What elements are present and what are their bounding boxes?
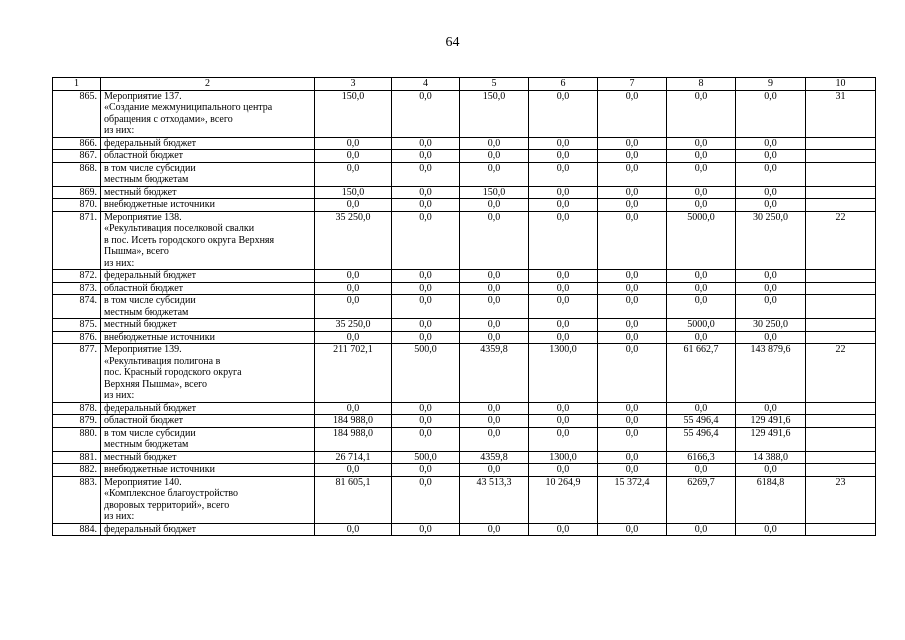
row-number: 883. [53, 476, 101, 523]
value-cell: 0,0 [392, 464, 460, 477]
header-cell: 9 [736, 78, 806, 91]
header-cell: 1 [53, 78, 101, 91]
value-cell: 0,0 [392, 270, 460, 283]
value-cell: 5000,0 [667, 211, 736, 270]
value-cell: 0,0 [392, 427, 460, 451]
value-cell: 0,0 [392, 137, 460, 150]
value-cell: 0,0 [598, 523, 667, 536]
value-cell: 500,0 [392, 451, 460, 464]
table-row [53, 150, 876, 163]
value-cell: 0,0 [736, 295, 806, 319]
target-ref [806, 270, 876, 283]
value-cell: 0,0 [667, 199, 736, 212]
value-cell: 150,0 [460, 186, 529, 199]
target-ref [806, 451, 876, 464]
value-cell: 0,0 [529, 464, 598, 477]
value-cell: 0,0 [315, 295, 392, 319]
value-cell: 6184,8 [736, 476, 806, 523]
value-cell: 150,0 [315, 186, 392, 199]
value-cell: 0,0 [736, 186, 806, 199]
value-cell: 0,0 [667, 402, 736, 415]
table-row [53, 427, 876, 451]
value-cell: 0,0 [392, 150, 460, 163]
table-row [53, 331, 876, 344]
value-cell: 0,0 [667, 464, 736, 477]
value-cell: 81 605,1 [315, 476, 392, 523]
value-cell: 0,0 [460, 137, 529, 150]
value-cell: 0,0 [598, 295, 667, 319]
value-cell: 4359,8 [460, 344, 529, 403]
value-cell: 0,0 [736, 199, 806, 212]
value-cell: 0,0 [736, 137, 806, 150]
value-cell: 0,0 [598, 415, 667, 428]
value-cell: 0,0 [736, 90, 806, 137]
row-name-line: внебюджетные источники [104, 199, 215, 210]
target-ref [806, 162, 876, 186]
value-cell: 0,0 [598, 162, 667, 186]
target-ref [806, 137, 876, 150]
value-cell: 0,0 [598, 451, 667, 464]
value-cell: 0,0 [529, 402, 598, 415]
value-cell: 150,0 [460, 90, 529, 137]
row-name [101, 464, 315, 477]
header-cell: 5 [460, 78, 529, 91]
target-ref [806, 150, 876, 163]
value-cell: 0,0 [460, 319, 529, 332]
value-cell: 30 250,0 [736, 319, 806, 332]
row-number: 872. [53, 270, 101, 283]
header-cell: 8 [667, 78, 736, 91]
row-number: 869. [53, 186, 101, 199]
table-row [53, 137, 876, 150]
row-name-line: из них: [104, 257, 135, 269]
row-name-line: из них: [104, 390, 135, 401]
row-name-line: «Рекультивация поселковой свалки [104, 223, 255, 234]
row-number: 879. [53, 415, 101, 428]
value-cell: 0,0 [667, 282, 736, 295]
table-row [53, 211, 876, 270]
row-name-line: внебюджетные источники [104, 331, 215, 343]
value-cell: 0,0 [667, 162, 736, 186]
target-ref: 23 [806, 476, 876, 523]
table-row [53, 476, 876, 523]
target-ref [806, 282, 876, 295]
table-row [53, 415, 876, 428]
target-ref [806, 402, 876, 415]
row-name-line: местным бюджетам [104, 439, 189, 450]
value-cell: 500,0 [392, 344, 460, 403]
value-cell: 0,0 [598, 211, 667, 270]
row-name-line: из них: [104, 511, 135, 522]
table-row [53, 344, 876, 403]
row-name-line: местным бюджетам [104, 174, 189, 185]
row-number: 877. [53, 344, 101, 403]
value-cell: 4359,8 [460, 451, 529, 464]
value-cell: 0,0 [392, 211, 460, 270]
row-number: 882. [53, 464, 101, 477]
table-row [53, 451, 876, 464]
value-cell: 0,0 [392, 476, 460, 523]
row-number: 884. [53, 523, 101, 536]
value-cell: 0,0 [598, 331, 667, 344]
value-cell: 0,0 [667, 150, 736, 163]
target-ref [806, 427, 876, 451]
value-cell: 0,0 [460, 282, 529, 295]
row-name-line: областной бюджет [104, 150, 184, 161]
header-cell: 7 [598, 78, 667, 91]
target-ref: 22 [806, 211, 876, 270]
row-name-line: Мероприятие 137. [104, 90, 182, 102]
value-cell: 0,0 [598, 150, 667, 163]
value-cell: 0,0 [529, 270, 598, 283]
value-cell: 0,0 [529, 319, 598, 332]
row-name [101, 476, 315, 523]
value-cell: 0,0 [392, 523, 460, 536]
value-cell: 26 714,1 [315, 451, 392, 464]
value-cell: 0,0 [392, 331, 460, 344]
table-row [53, 523, 876, 536]
header-cell: 3 [315, 78, 392, 91]
value-cell: 0,0 [598, 464, 667, 477]
value-cell: 0,0 [392, 282, 460, 295]
table-row [53, 199, 876, 212]
value-cell: 0,0 [315, 523, 392, 536]
value-cell: 0,0 [667, 90, 736, 137]
value-cell: 0,0 [460, 199, 529, 212]
value-cell: 0,0 [736, 282, 806, 295]
table-row [53, 295, 876, 319]
value-cell: 0,0 [315, 464, 392, 477]
value-cell: 0,0 [392, 402, 460, 415]
value-cell: 0,0 [315, 150, 392, 163]
value-cell: 0,0 [598, 137, 667, 150]
value-cell: 0,0 [392, 295, 460, 319]
value-cell: 0,0 [667, 295, 736, 319]
value-cell: 0,0 [529, 90, 598, 137]
row-number: 867. [53, 150, 101, 163]
value-cell: 0,0 [667, 186, 736, 199]
table-row [53, 186, 876, 199]
value-cell: 0,0 [529, 137, 598, 150]
row-name [101, 90, 315, 137]
value-cell: 0,0 [460, 295, 529, 319]
value-cell: 0,0 [736, 464, 806, 477]
header-cell: 2 [101, 78, 315, 91]
value-cell: 5000,0 [667, 319, 736, 332]
row-name-line: местный бюджет [104, 319, 177, 330]
value-cell: 0,0 [736, 523, 806, 536]
value-cell: 0,0 [736, 331, 806, 344]
value-cell: 55 496,4 [667, 427, 736, 451]
row-name-line: Мероприятие 138. [104, 211, 182, 223]
row-name [101, 162, 315, 186]
row-name-line: Мероприятие 140. [104, 476, 182, 488]
value-cell: 0,0 [529, 295, 598, 319]
value-cell: 43 513,3 [460, 476, 529, 523]
value-cell: 0,0 [460, 150, 529, 163]
value-cell: 0,0 [667, 523, 736, 536]
header-cell: 6 [529, 78, 598, 91]
value-cell: 0,0 [529, 150, 598, 163]
value-cell: 184 988,0 [315, 427, 392, 451]
value-cell: 0,0 [460, 427, 529, 451]
row-name [101, 211, 315, 270]
value-cell: 0,0 [392, 186, 460, 199]
row-name [101, 186, 315, 199]
row-name-line: из них: [104, 125, 135, 136]
value-cell: 0,0 [598, 282, 667, 295]
table-body [53, 78, 876, 536]
row-number: 865. [53, 90, 101, 137]
value-cell: 0,0 [736, 402, 806, 415]
row-number: 873. [53, 282, 101, 295]
row-name-line: федеральный бюджет [104, 270, 197, 281]
row-name [101, 137, 315, 150]
row-name [101, 344, 315, 403]
value-cell: 0,0 [529, 211, 598, 270]
row-name [101, 402, 315, 415]
value-cell: 0,0 [460, 331, 529, 344]
value-cell: 0,0 [315, 270, 392, 283]
target-ref [806, 523, 876, 536]
header-cell: 4 [392, 78, 460, 91]
row-name-line: областной бюджет [104, 282, 184, 294]
row-name-line: дворовых территорий», всего [104, 499, 230, 511]
row-number: 880. [53, 427, 101, 451]
row-name-line: в пос. Исеть городского округа Верхняя [104, 234, 275, 246]
row-name [101, 451, 315, 464]
value-cell: 0,0 [598, 427, 667, 451]
budget-table [52, 77, 876, 536]
row-name [101, 319, 315, 332]
row-name [101, 427, 315, 451]
value-cell: 15 372,4 [598, 476, 667, 523]
value-cell: 150,0 [315, 90, 392, 137]
value-cell: 1300,0 [529, 451, 598, 464]
value-cell: 0,0 [460, 270, 529, 283]
value-cell: 0,0 [598, 199, 667, 212]
value-cell: 0,0 [392, 90, 460, 137]
target-ref [806, 199, 876, 212]
row-name [101, 282, 315, 295]
value-cell: 14 388,0 [736, 451, 806, 464]
row-name [101, 270, 315, 283]
value-cell: 0,0 [315, 162, 392, 186]
value-cell: 0,0 [598, 402, 667, 415]
row-name-line: областной бюджет [104, 415, 184, 426]
table-row [53, 402, 876, 415]
value-cell: 6166,3 [667, 451, 736, 464]
value-cell: 0,0 [315, 137, 392, 150]
row-name-line: «Комплексное благоустройство [104, 488, 239, 499]
value-cell: 0,0 [315, 331, 392, 344]
row-number: 871. [53, 211, 101, 270]
row-name-line: внебюджетные источники [104, 464, 215, 475]
value-cell: 0,0 [529, 523, 598, 536]
row-name-line: Верхняя Пышма», всего [104, 378, 208, 390]
row-name-line: местным бюджетам [104, 306, 189, 318]
value-cell: 129 491,6 [736, 415, 806, 428]
row-name-line: Мероприятие 139. [104, 344, 182, 355]
value-cell: 0,0 [529, 199, 598, 212]
value-cell: 0,0 [460, 402, 529, 415]
row-name-line: Пышма», всего [104, 246, 169, 257]
target-ref: 22 [806, 344, 876, 403]
value-cell: 184 988,0 [315, 415, 392, 428]
value-cell: 0,0 [460, 211, 529, 270]
value-cell: 1300,0 [529, 344, 598, 403]
row-name-line: местный бюджет [104, 451, 177, 463]
target-ref [806, 415, 876, 428]
table-row [53, 270, 876, 283]
value-cell: 0,0 [529, 282, 598, 295]
row-number: 866. [53, 137, 101, 150]
value-cell: 0,0 [667, 331, 736, 344]
page-number: 64 [445, 35, 460, 50]
table-row [53, 319, 876, 332]
row-name [101, 199, 315, 212]
value-cell: 0,0 [598, 344, 667, 403]
table-header-row [53, 78, 876, 91]
value-cell: 0,0 [529, 162, 598, 186]
value-cell: 129 491,6 [736, 427, 806, 451]
value-cell: 0,0 [736, 270, 806, 283]
value-cell: 0,0 [392, 162, 460, 186]
value-cell: 0,0 [460, 415, 529, 428]
value-cell: 0,0 [598, 90, 667, 137]
row-name-line: федеральный бюджет [104, 137, 197, 149]
row-name-line: «Создание межмуниципального центра [104, 102, 273, 113]
value-cell: 143 879,6 [736, 344, 806, 403]
target-ref [806, 331, 876, 344]
row-name [101, 295, 315, 319]
value-cell: 61 662,7 [667, 344, 736, 403]
table-row [53, 464, 876, 477]
row-name [101, 415, 315, 428]
value-cell: 0,0 [392, 415, 460, 428]
value-cell: 0,0 [667, 137, 736, 150]
value-cell: 0,0 [460, 162, 529, 186]
value-cell: 0,0 [529, 415, 598, 428]
row-name-line: в том числе субсидии [104, 427, 196, 439]
target-ref [806, 464, 876, 477]
row-name-line: «Рекультивация полигона в [104, 355, 221, 367]
value-cell: 0,0 [667, 270, 736, 283]
value-cell: 0,0 [598, 186, 667, 199]
value-cell: 30 250,0 [736, 211, 806, 270]
row-number: 875. [53, 319, 101, 332]
value-cell: 35 250,0 [315, 211, 392, 270]
value-cell: 0,0 [529, 427, 598, 451]
value-cell: 0,0 [315, 282, 392, 295]
value-cell: 10 264,9 [529, 476, 598, 523]
value-cell: 0,0 [598, 319, 667, 332]
value-cell: 0,0 [529, 186, 598, 199]
value-cell: 211 702,1 [315, 344, 392, 403]
target-ref [806, 319, 876, 332]
row-number: 870. [53, 199, 101, 212]
row-number: 868. [53, 162, 101, 186]
row-name-line: местный бюджет [104, 186, 177, 198]
value-cell: 0,0 [460, 523, 529, 536]
value-cell: 6269,7 [667, 476, 736, 523]
row-number: 881. [53, 451, 101, 464]
row-name [101, 331, 315, 344]
target-ref: 31 [806, 90, 876, 137]
row-number: 874. [53, 295, 101, 319]
table-row [53, 162, 876, 186]
value-cell: 0,0 [392, 199, 460, 212]
row-number: 876. [53, 331, 101, 344]
value-cell: 0,0 [736, 162, 806, 186]
value-cell: 0,0 [598, 270, 667, 283]
value-cell: 0,0 [315, 199, 392, 212]
row-name-line: федеральный бюджет [104, 402, 197, 414]
value-cell: 0,0 [736, 150, 806, 163]
row-name [101, 523, 315, 536]
row-number: 878. [53, 402, 101, 415]
table-row [53, 282, 876, 295]
value-cell: 55 496,4 [667, 415, 736, 428]
table-row [53, 90, 876, 137]
value-cell: 0,0 [315, 402, 392, 415]
header-cell: 10 [806, 78, 876, 91]
row-name-line: обращения с отходами», всего [104, 113, 233, 125]
row-name-line: федеральный бюджет [104, 523, 197, 535]
row-name-line: пос. Красный городского округа [104, 367, 242, 378]
value-cell: 0,0 [529, 331, 598, 344]
value-cell: 0,0 [392, 319, 460, 332]
target-ref [806, 295, 876, 319]
target-ref [806, 186, 876, 199]
value-cell: 35 250,0 [315, 319, 392, 332]
row-name-line: в том числе субсидии [104, 295, 196, 306]
value-cell: 0,0 [460, 464, 529, 477]
row-name [101, 150, 315, 163]
row-name-line: в том числе субсидии [104, 162, 196, 174]
